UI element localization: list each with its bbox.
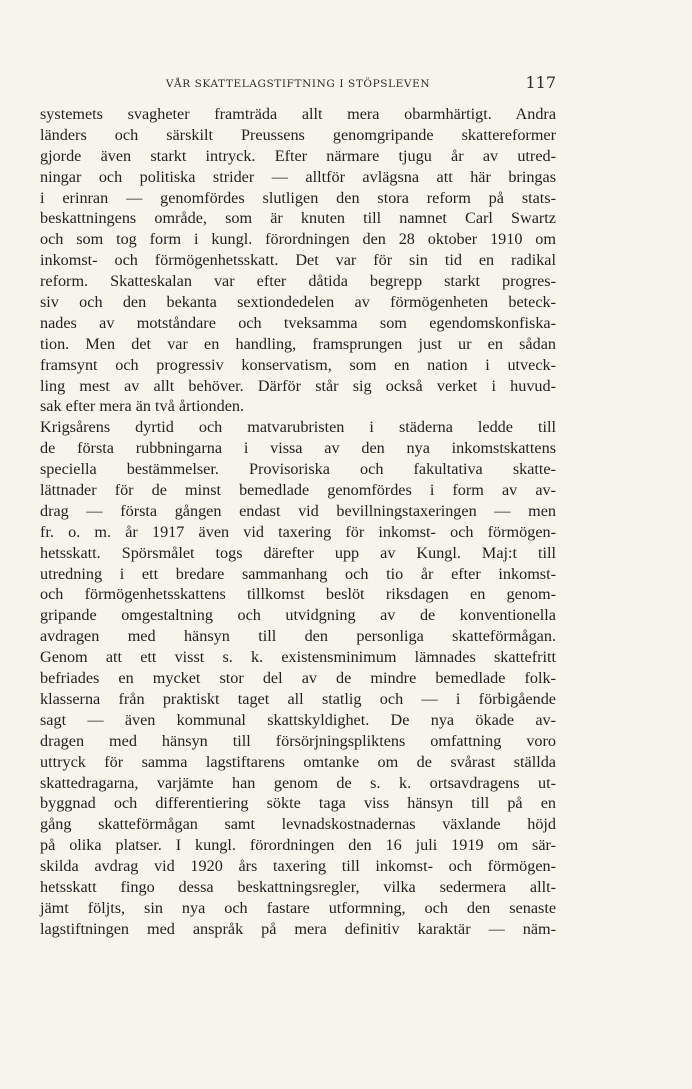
paragraph bbox=[40, 104, 556, 417]
text-line: nades av motståndare och tveksamma som egendomskonfiska- bbox=[40, 313, 556, 332]
text-line: hetsskatt. Spörsmålet togs därefter upp av Kungl. Maj:t till bbox=[40, 543, 556, 562]
page-header bbox=[40, 72, 556, 96]
text-line: och förmögenhetsskattens tillkomst beslöt riksdagen en genom- bbox=[40, 585, 556, 604]
text-line: framsynt och progressiv konservatism, som en nation i utveck- bbox=[40, 355, 556, 374]
text-line: gång skatteförmågan samt levnadskostnadernas växlande höjd bbox=[40, 815, 556, 834]
text-line: dragen med hänsyn till försörjningspliktens omfattning voro bbox=[40, 731, 556, 750]
text-line: ningar och politiska strider — alltför avlägsna att här bringas bbox=[40, 167, 556, 186]
text-line: avdragen med hänsyn till den personliga skatteförmågan. bbox=[40, 627, 556, 646]
text-line: och som tog form i kungl. förordningen den 28 oktober 1910 om bbox=[40, 230, 556, 249]
text-line: jämt följts, sin nya och fastare utformning, och den senaste bbox=[40, 898, 556, 917]
text-line: byggnad och differentiering sökte taga viss hänsyn till på en bbox=[40, 794, 556, 813]
text-line: siv och den bekanta sextiondedelen av förmögenheten beteck- bbox=[40, 293, 556, 312]
text-line: hetsskatt fingo dessa beskattningsregler, vilka sedermera allt- bbox=[40, 877, 556, 896]
running-title: VÅR SKATTELAGSTIFTNING I STÖPSLEVEN bbox=[165, 78, 431, 90]
text-line: uttryck för samma lagstiftarens omtanke om de svårast ställda bbox=[40, 752, 556, 771]
text-line: lagstiftningen med anspråk på mera definitiv karaktär — näm- bbox=[40, 919, 556, 938]
text-line: beskattningens område, som är knuten till namnet Carl Swartz bbox=[40, 209, 556, 228]
text-line: utredning i ett bredare sammanhang och tio år efter inkomst- bbox=[40, 564, 556, 583]
paragraph bbox=[40, 417, 556, 939]
text-line: befriades en mycket stor del av de mindre bemedlade folk- bbox=[40, 669, 556, 688]
text-line: reform. Skatteskalan var efter dåtida begrepp starkt progres- bbox=[40, 272, 556, 291]
text-line: drag — första gången endast vid bevillningstaxeringen — men bbox=[40, 501, 556, 520]
text-line: ling mest av allt behöver. Därför står sig också verket i huvud- bbox=[40, 376, 556, 395]
text-line: speciella bestämmelser. Provisoriska och fakultativa skatte- bbox=[40, 460, 556, 479]
text-line: på olika platser. I kungl. förordningen den 16 juli 1919 om sär- bbox=[40, 836, 556, 855]
text-line: skattedragarna, varjämte han genom de s. k. ortsavdragens ut- bbox=[40, 773, 556, 792]
text-line: skilda avdrag vid 1920 års taxering till inkomst- och förmögen- bbox=[40, 857, 556, 876]
page-number: 117 bbox=[525, 73, 556, 92]
text-line: systemets svagheter framträda allt mera obarmhärtigt. Andra bbox=[40, 105, 556, 123]
text-line: fr. o. m. år 1917 även vid taxering för inkomst- och förmögen- bbox=[40, 522, 556, 541]
text-line: lättnader för de minst bemedlade genomfördes i form av av- bbox=[40, 481, 556, 500]
text-line: länders och särskilt Preussens genomgripande skattereformer bbox=[40, 125, 556, 144]
text-line: inkomst- och förmögenhetsskatt. Det var för sin tid en radikal bbox=[40, 251, 556, 270]
text-line: gjorde även starkt intryck. Efter närmare tjugu år av utred- bbox=[40, 146, 556, 165]
text-line: i erinran — genomfördes slutligen den stora reform på stats- bbox=[40, 188, 556, 207]
text-line: Krigsårens dyrtid och matvarubristen i städerna ledde till bbox=[40, 418, 556, 437]
text-line: gripande omgestaltning och utvidgning av de konventionella bbox=[40, 606, 556, 625]
text-line: tion. Men det var en handling, framsprungen just ur en sådan bbox=[40, 334, 556, 353]
text-line: klasserna från praktiskt taget all statlig och — i förbigående bbox=[40, 689, 556, 708]
text-line: sagt — även kommunal skattskyldighet. De nya ökade av- bbox=[40, 710, 556, 729]
text-line: Genom att ett visst s. k. existensminimum lämnades skattefritt bbox=[40, 648, 556, 667]
text-line: sak efter mera än två årtionden. bbox=[40, 397, 245, 416]
text-line: de första rubbningarna i vissa av den nya inkomstskattens bbox=[40, 439, 556, 458]
body-text bbox=[40, 104, 556, 940]
